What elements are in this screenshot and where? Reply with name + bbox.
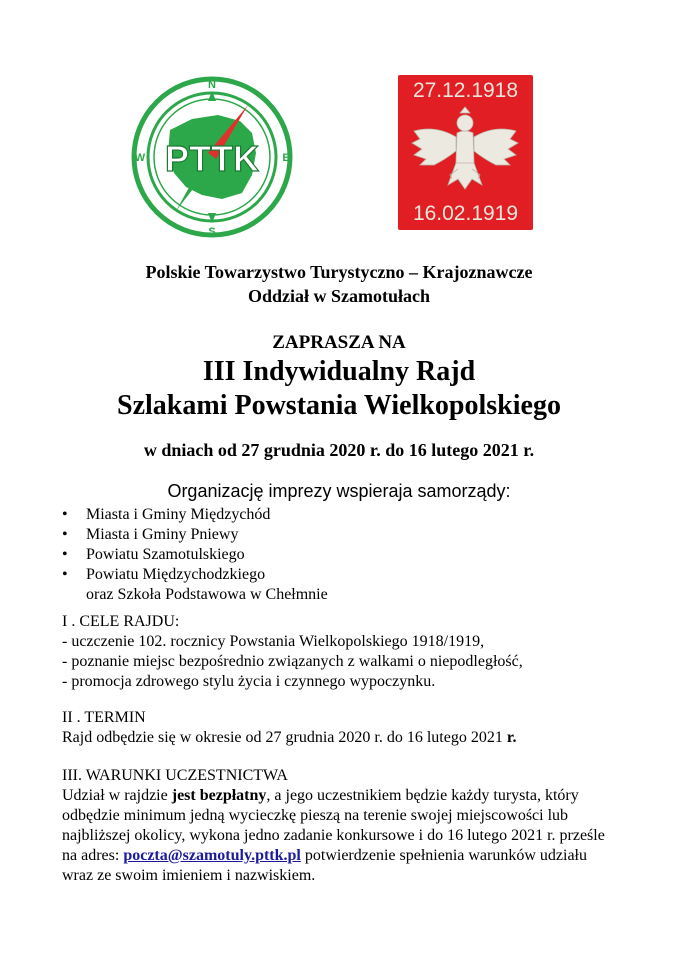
badge-date-top: 27.12.1918 [412,79,519,102]
section-heading: II . TERMIN [62,709,146,726]
conditions-line: odbędzie minimum jedną wycieczkę pieszą na terenie swojej miejscowości lub [62,807,569,824]
conditions-line: wraz ze swoim imieniem i nazwiskiem. [62,867,316,884]
section-goals [62,612,642,692]
email-link[interactable]: poczta@szamotuly.pttk.pl [123,847,301,864]
uprising-badge [398,75,533,230]
conditions-text: , a jego uczestnikiem będzie każdy turysta, który [266,787,579,804]
compass-s-label: S [208,226,216,238]
support-heading: Organizację imprezy wspieraja samorządy: [167,481,511,501]
list-item [62,545,622,565]
term-text-body: Rajd odbędzie się w okresie od 27 grudnia 2020 r. do 16 lutego 2021 [62,729,507,746]
invitation-label: ZAPRASZA NA [272,332,406,353]
conditions-text: Udział w rajdzie [62,787,172,804]
support-list [62,505,622,605]
conditions-text: na adres: [62,847,124,864]
white-eagle-icon [408,105,523,200]
list-item [62,565,622,585]
pttk-compass-icon [130,75,295,240]
section-heading: I . CELE RAJDU: [62,613,180,630]
section-heading: III. WARUNKI UCZESTNICTWA [62,767,288,784]
compass-n-label: N [208,79,216,91]
pttk-logo-text: PTTK [165,138,259,179]
event-title-line1: III Indywidualny Rajd [202,356,476,387]
conditions-line [62,786,642,806]
goal-line: - uczczenie 102. rocznicy Powstania Wielkopolskiego 1918/1919, [62,633,485,650]
term-text-end: r. [506,729,517,746]
bullet-icon: • [62,566,68,583]
bullet-icon: • [62,506,68,523]
list-item [62,525,622,545]
badge-date-bottom: 16.02.1919 [412,202,519,225]
compass-e-label: E [282,152,290,164]
support-extra: oraz Szkoła Podstawowa w Chełmnie [86,586,328,603]
compass-w-label: W [134,152,146,164]
organization-branch: Oddział w Szamotułach [247,286,430,306]
conditions-line: najbliższej okolicy, wykona jedno zadanie konkursowe i do 16 lutego 2021 r. prześle [62,827,605,844]
pttk-logo [130,75,295,240]
bullet-icon: • [62,526,68,543]
event-title-line2: Szlakami Powstania Wielkopolskiego [117,390,561,421]
term-text [62,728,642,748]
conditions-text: potwierdzenie spełnienia warunków udziału [300,847,587,864]
organization-name: Polskie Towarzystwo Turystyczno – Krajoznawcze [145,262,533,282]
goal-line: - promocja zdrowego stylu życia i czynnego wypoczynku. [62,673,436,690]
list-item-label: Powiatu Międzychodzkiego [86,566,266,583]
list-item-label: Miasta i Gminy Pniewy [86,526,239,543]
list-item [62,505,622,525]
free-entry-text: jest bezpłatny [171,787,267,804]
event-dates: w dniach od 27 grudnia 2020 r. do 16 lutego 2021 r. [143,440,535,460]
section-term [62,708,642,748]
list-item-label: Powiatu Szamotulskiego [86,546,245,563]
section-conditions [62,766,642,886]
conditions-line [62,846,642,866]
goal-line: - poznanie miejsc bezpośrednio związanych z walkami o niepodległość, [62,653,523,670]
list-item-label: Miasta i Gminy Międzychód [86,506,271,523]
bullet-icon: • [62,546,68,563]
